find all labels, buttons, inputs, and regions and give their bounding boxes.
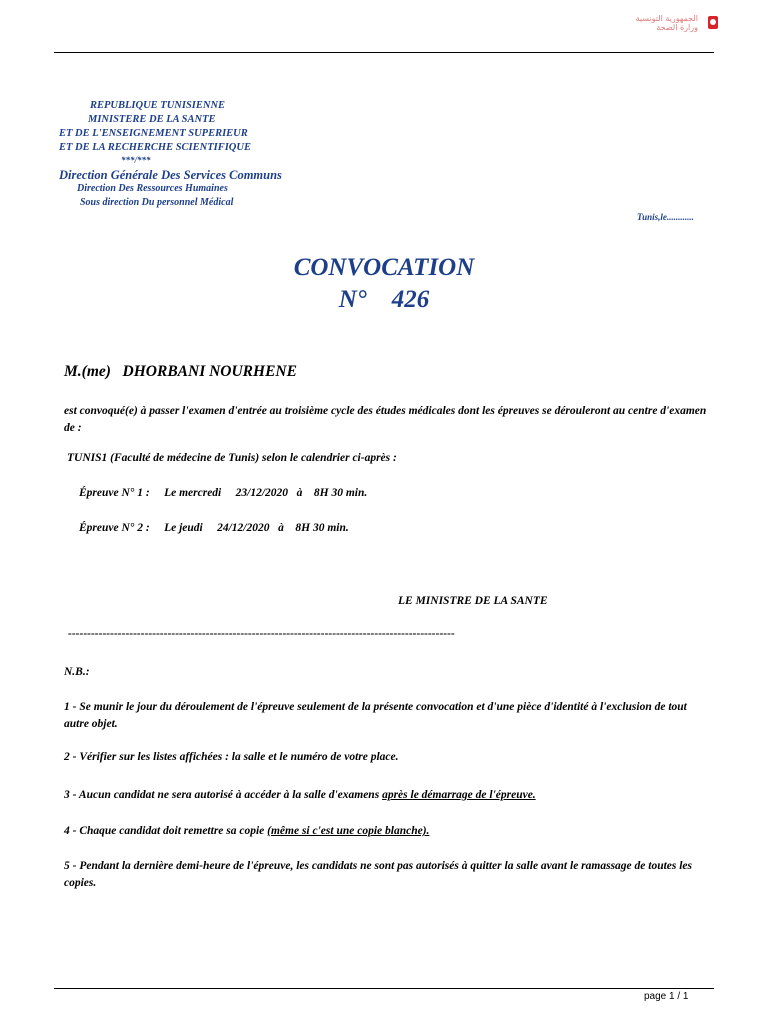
note-4-underlined: (même si c'est une copie blanche). — [267, 825, 430, 837]
note-4 — [64, 823, 429, 840]
convocation-paragraph: est convoqué(e) à passer l'examen d'entrée au troisième cycle des études médicales dont les épreuves se dérouleront au centre d'examen de : — [64, 405, 707, 434]
header-line-enseignement: ET DE L'ENSEIGNEMENT SUPERIEUR — [59, 128, 248, 139]
page-number: page 1 / 1 — [644, 991, 689, 1002]
note-3 — [64, 787, 536, 804]
header-divider — [54, 52, 714, 53]
header-line-recherche: ET DE LA RECHERCHE SCIENTIFIQUE — [59, 142, 251, 153]
note-3-underlined: après le démarrage de l'épreuve. — [382, 789, 536, 801]
signature: LE MINISTRE DE LA SANTE — [398, 595, 548, 607]
logo-line-2: وزارة الصحة — [656, 23, 698, 32]
header-line-ministry: MINISTERE DE LA SANTE — [88, 114, 216, 125]
note-5: 5 - Pendant la dernière demi-heure de l'épreuve, les candidats ne sont pas autorisés à quitter la salle avant le ramassage de toutes les copies. — [64, 860, 693, 889]
exam-center: TUNIS1 (Faculté de médecine de Tunis) selon le calendrier ci-après : — [67, 452, 397, 464]
note-3-text: 3 - Aucun candidat ne sera autorisé à accéder à la salle d'examens — [64, 789, 383, 801]
logo-line-1: الجمهورية التونسية — [635, 14, 698, 23]
place-date: Tunis,le............ — [637, 212, 694, 222]
recipient-name: M.(me) DHORBANI NOURHENE — [64, 363, 297, 380]
header-line-republic: REPUBLIQUE TUNISIENNE — [90, 100, 226, 111]
epreuve-1: Épreuve N° 1 : Le mercredi 23/12/2020 à 8H 30 min. — [79, 487, 368, 499]
sous-direction: Sous direction Du personnel Médical — [80, 197, 234, 208]
note-1: 1 - Se munir le jour du déroulement de l'épreuve seulement de la présente convocation et d'une pièce d'identité à l'exclusion de tout autre objet. — [64, 701, 687, 730]
direction-rh: Direction Des Ressources Humaines — [77, 183, 228, 194]
epreuve-2: Épreuve N° 2 : Le jeudi 24/12/2020 à 8H 30 min. — [79, 522, 349, 534]
direction-generale: Direction Générale Des Services Communs — [59, 168, 282, 182]
separator-line: ----------------------------------------------------------------------------------------------------- — [68, 628, 455, 640]
tunisia-flag-icon — [708, 16, 718, 29]
logo-arabic-text — [636, 14, 698, 32]
note-2: 2 - Vérifier sur les listes affichées : la salle et le numéro de votre place. — [64, 751, 399, 763]
header-separator: ***/*** — [121, 155, 151, 165]
ministry-logo — [618, 14, 718, 34]
convocation-number: N° 426 — [338, 286, 430, 313]
footer-divider — [54, 988, 714, 989]
note-4-text: 4 - Chaque candidat doit remettre sa copie — [64, 825, 268, 837]
notes-heading: N.B.: — [64, 666, 90, 678]
page-title: CONVOCATION — [293, 254, 475, 281]
